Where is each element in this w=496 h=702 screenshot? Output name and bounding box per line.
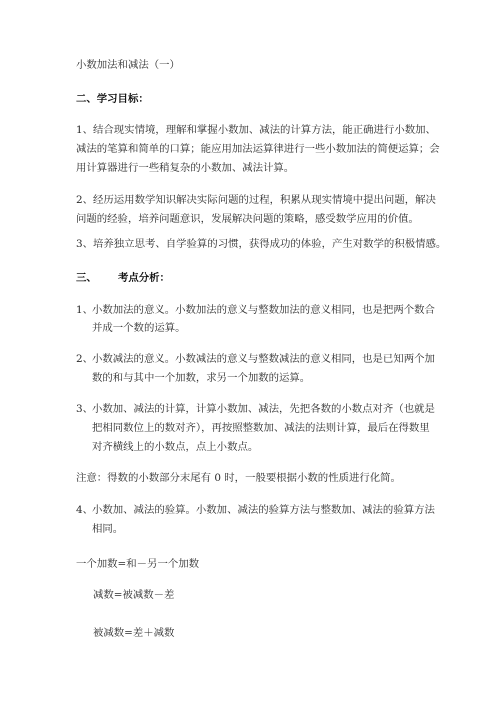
item-1-number: 1、 [76,304,94,316]
section-2-heading: 二、学习目标： [76,93,149,105]
item-4-number: 4、 [76,504,94,516]
item-3-number: 3、 [76,403,94,415]
item-2-line-1: 小数减法的意义。小数减法的意义与整数减法的意义相同，也是已知两个加 [92,353,435,365]
goal-1-line-2: 减法的笔算和简单的口算；能应用加法运算律进行一些小数加法的简便运算；会 [76,143,440,155]
goal-1-line-1: 1、结合现实情境，理解和掌握小数加、减法的计算方法，能正确进行小数加、 [76,124,436,136]
document-title: 小数加法和减法（一） [76,59,180,71]
item-3-line-3: 对齐横线上的小数点，点上小数点。 [92,441,259,453]
item-4-line-1: 小数加、减法的验算。小数加、减法的验算方法与整数加、减法的验算方法 [92,504,435,516]
goal-2-line-2: 问题的经验，培养问题意识，发展解决问题的策略，感受数学应用的价值。 [76,213,419,225]
item-2-line-2: 数的和与其中一个加数，求另一个加数的运算。 [92,372,311,384]
item-3-line-1: 小数加、减法的计算，计算小数加、减法，先把各数的小数点对齐（也就是 [92,403,435,415]
formula-1: 一个加数=和－另一个加数 [76,558,200,570]
goal-3-line-1: 3、培养独立思考、自学验算的习惯，获得成功的体验，产生对数学的积极情感。 [76,238,447,250]
formula-2: 减数=被减数－差 [93,589,175,601]
item-4-line-2: 相同。 [92,523,124,535]
item-3-line-2: 把相同数位上的数对齐），再按照整数加、减法的法则计算，最后在得数里 [92,422,430,434]
item-2-number: 2、 [76,353,94,365]
section-3-number: 三、 [76,272,97,284]
goal-2-line-1: 2、经历运用数学知识解决实际问题的过程，积累从现实情境中提出问题，解决 [76,194,436,206]
note-text: 注意：得数的小数部分末尾有 0 时，一般要根据小数的性质进行化简。 [76,472,401,484]
section-3-heading: 考点分析： [118,272,170,284]
formula-3: 被减数=差＋减数 [93,627,175,639]
item-1-line-2: 并成一个数的运算。 [92,322,186,334]
item-1-line-1: 小数加法的意义。小数加法的意义与整数加法的意义相同，也是把两个数合 [92,304,435,316]
goal-1-line-3: 用计算器进行一些稍复杂的小数加、减法计算。 [76,162,295,174]
